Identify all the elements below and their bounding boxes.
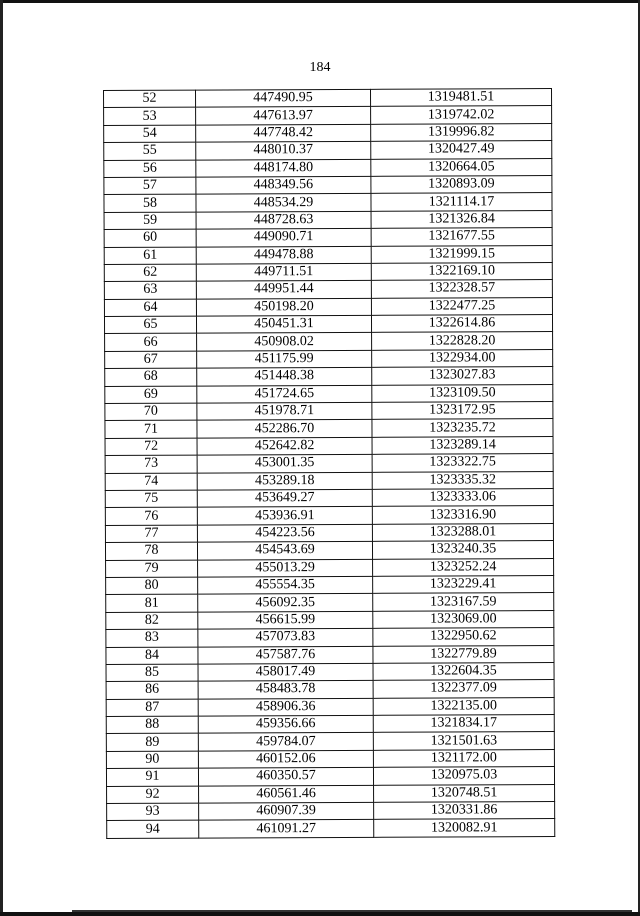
scan-border-bottom xyxy=(0,912,640,916)
x-coordinate-cell: 454223.56 xyxy=(197,524,372,542)
x-coordinate-cell: 453936.91 xyxy=(197,507,372,525)
table-row xyxy=(104,123,552,142)
point-number-cell: 54 xyxy=(104,125,196,143)
x-coordinate-cell: 455554.35 xyxy=(198,576,373,594)
table-row xyxy=(105,454,553,473)
point-number-cell: 53 xyxy=(104,107,196,125)
y-coordinate-cell: 1322934.00 xyxy=(372,349,553,367)
table-row xyxy=(106,732,554,751)
y-coordinate-cell: 1323027.83 xyxy=(372,367,553,385)
point-number-cell: 81 xyxy=(106,594,198,612)
x-coordinate-cell: 447490.95 xyxy=(196,89,371,107)
y-coordinate-cell: 1320893.09 xyxy=(371,175,552,193)
y-coordinate-cell: 1320082.91 xyxy=(374,819,555,837)
table-row xyxy=(104,262,552,281)
y-coordinate-cell: 1319481.51 xyxy=(370,89,551,107)
table-row xyxy=(105,471,553,490)
x-coordinate-cell: 460350.57 xyxy=(198,768,373,786)
table-row xyxy=(106,575,554,594)
x-coordinate-cell: 455013.29 xyxy=(198,559,373,577)
table-row xyxy=(104,280,552,299)
x-coordinate-cell: 452286.70 xyxy=(197,420,372,438)
point-number-cell: 71 xyxy=(105,421,197,439)
table-row xyxy=(107,784,555,803)
page-number: 184 xyxy=(309,60,331,75)
x-coordinate-cell: 448174.80 xyxy=(196,159,371,177)
y-coordinate-cell: 1319742.02 xyxy=(371,106,552,124)
table-row xyxy=(104,175,552,194)
point-number-cell: 92 xyxy=(107,786,199,804)
point-number-cell: 64 xyxy=(104,299,196,317)
x-coordinate-cell: 448534.29 xyxy=(196,194,371,212)
point-number-cell: 83 xyxy=(106,629,198,647)
point-number-cell: 87 xyxy=(106,699,198,717)
scan-border-top xyxy=(0,0,640,3)
y-coordinate-cell: 1323333.06 xyxy=(372,489,553,507)
table-row xyxy=(105,541,553,560)
y-coordinate-cell: 1323252.24 xyxy=(373,558,554,576)
y-coordinate-cell: 1323335.32 xyxy=(372,471,553,489)
y-coordinate-cell: 1323167.59 xyxy=(373,593,554,611)
y-coordinate-cell: 1322135.00 xyxy=(373,697,554,715)
point-number-cell: 75 xyxy=(105,490,197,508)
table-row xyxy=(105,419,553,438)
table-row xyxy=(105,506,553,525)
table-row xyxy=(106,767,554,786)
x-coordinate-cell: 448728.63 xyxy=(196,211,371,229)
x-coordinate-cell: 449478.88 xyxy=(196,246,371,264)
point-number-cell: 62 xyxy=(104,264,196,282)
y-coordinate-cell: 1322779.89 xyxy=(373,645,554,663)
point-number-cell: 67 xyxy=(105,351,197,369)
point-number-cell: 80 xyxy=(106,577,198,595)
point-number-cell: 82 xyxy=(106,612,198,630)
y-coordinate-cell: 1321834.17 xyxy=(373,715,554,733)
table-row xyxy=(107,802,555,821)
x-coordinate-cell: 450908.02 xyxy=(197,333,372,351)
y-coordinate-cell: 1322604.35 xyxy=(373,662,554,680)
y-coordinate-cell: 1323235.72 xyxy=(372,419,553,437)
point-number-cell: 57 xyxy=(104,177,196,195)
x-coordinate-cell: 452642.82 xyxy=(197,437,372,455)
table-row xyxy=(104,245,552,264)
table-row xyxy=(106,662,554,681)
point-number-cell: 91 xyxy=(106,768,198,786)
point-number-cell: 73 xyxy=(105,455,197,473)
y-coordinate-cell: 1323069.00 xyxy=(373,610,554,628)
x-coordinate-cell: 451175.99 xyxy=(197,350,372,368)
y-coordinate-cell: 1321326.84 xyxy=(371,210,552,228)
coordinate-table-body xyxy=(104,89,555,839)
table-row xyxy=(104,106,552,125)
scan-border-left xyxy=(0,0,3,916)
x-coordinate-cell: 453001.35 xyxy=(197,455,372,473)
y-coordinate-cell: 1322377.09 xyxy=(373,680,554,698)
x-coordinate-cell: 448349.56 xyxy=(196,176,371,194)
table-row xyxy=(105,523,553,542)
x-coordinate-cell: 458483.78 xyxy=(198,681,373,699)
y-coordinate-cell: 1321114.17 xyxy=(371,193,552,211)
x-coordinate-cell: 453649.27 xyxy=(197,489,372,507)
point-number-cell: 69 xyxy=(105,386,197,404)
x-coordinate-cell: 457587.76 xyxy=(198,646,373,664)
point-number-cell: 55 xyxy=(104,142,196,160)
point-number-cell: 72 xyxy=(105,438,197,456)
table-row xyxy=(106,680,554,699)
table-row xyxy=(106,645,554,664)
x-coordinate-cell: 460561.46 xyxy=(199,785,374,803)
y-coordinate-cell: 1321172.00 xyxy=(373,749,554,767)
y-coordinate-cell: 1320427.49 xyxy=(371,141,552,159)
x-coordinate-cell: 450451.31 xyxy=(196,315,371,333)
point-number-cell: 59 xyxy=(104,212,196,230)
table-row xyxy=(104,193,552,212)
x-coordinate-cell: 456092.35 xyxy=(198,594,373,612)
table-row xyxy=(105,436,553,455)
table-row xyxy=(106,749,554,768)
point-number-cell: 86 xyxy=(106,681,198,699)
x-coordinate-cell: 459784.07 xyxy=(198,733,373,751)
point-number-cell: 78 xyxy=(105,542,197,560)
coordinate-table-container xyxy=(103,88,554,839)
x-coordinate-cell: 459356.66 xyxy=(198,715,373,733)
x-coordinate-cell: 450198.20 xyxy=(196,298,371,316)
x-coordinate-cell: 447613.97 xyxy=(196,107,371,125)
y-coordinate-cell: 1322477.25 xyxy=(371,297,552,315)
x-coordinate-cell: 461091.27 xyxy=(199,820,374,838)
y-coordinate-cell: 1322950.62 xyxy=(373,628,554,646)
x-coordinate-cell: 453289.18 xyxy=(197,472,372,490)
table-row xyxy=(104,315,552,334)
y-coordinate-cell: 1323288.01 xyxy=(372,523,553,541)
table-row xyxy=(105,349,553,368)
table-row xyxy=(106,715,554,734)
point-number-cell: 85 xyxy=(106,664,198,682)
y-coordinate-cell: 1321501.63 xyxy=(373,732,554,750)
x-coordinate-cell: 460152.06 xyxy=(198,750,373,768)
x-coordinate-cell: 449711.51 xyxy=(196,263,371,281)
table-row xyxy=(107,819,555,838)
x-coordinate-cell: 451448.38 xyxy=(197,368,372,386)
table-row xyxy=(106,697,554,716)
point-number-cell: 76 xyxy=(105,507,197,525)
x-coordinate-cell: 451724.65 xyxy=(197,385,372,403)
table-row xyxy=(106,628,554,647)
table-row xyxy=(105,384,553,403)
point-number-cell: 89 xyxy=(106,734,198,752)
point-number-cell: 84 xyxy=(106,647,198,665)
x-coordinate-cell: 454543.69 xyxy=(197,541,372,559)
table-row xyxy=(105,402,553,421)
point-number-cell: 93 xyxy=(107,803,199,821)
y-coordinate-cell: 1321999.15 xyxy=(371,245,552,263)
point-number-cell: 65 xyxy=(104,316,196,334)
x-coordinate-cell: 449951.44 xyxy=(196,281,371,299)
y-coordinate-cell: 1321677.55 xyxy=(371,228,552,246)
point-number-cell: 74 xyxy=(105,473,197,491)
y-coordinate-cell: 1320975.03 xyxy=(373,767,554,785)
x-coordinate-cell: 456615.99 xyxy=(198,611,373,629)
y-coordinate-cell: 1320664.05 xyxy=(371,158,552,176)
table-row xyxy=(104,297,552,316)
point-number-cell: 61 xyxy=(104,247,196,265)
y-coordinate-cell: 1320331.86 xyxy=(374,802,555,820)
y-coordinate-cell: 1322169.10 xyxy=(371,262,552,280)
bottom-rule xyxy=(72,910,632,912)
point-number-cell: 56 xyxy=(104,160,196,178)
x-coordinate-cell: 457073.83 xyxy=(198,628,373,646)
y-coordinate-cell: 1320748.51 xyxy=(374,784,555,802)
point-number-cell: 68 xyxy=(105,368,197,386)
point-number-cell: 94 xyxy=(107,820,199,838)
x-coordinate-cell: 458017.49 xyxy=(198,663,373,681)
table-row xyxy=(106,593,554,612)
point-number-cell: 66 xyxy=(105,334,197,352)
x-coordinate-cell: 451978.71 xyxy=(197,402,372,420)
point-number-cell: 52 xyxy=(104,90,196,108)
y-coordinate-cell: 1322614.86 xyxy=(371,315,552,333)
point-number-cell: 88 xyxy=(106,716,198,734)
point-number-cell: 90 xyxy=(106,751,198,769)
point-number-cell: 79 xyxy=(106,560,198,578)
y-coordinate-cell: 1319996.82 xyxy=(371,123,552,141)
table-row xyxy=(106,610,554,629)
y-coordinate-cell: 1323172.95 xyxy=(372,402,553,420)
x-coordinate-cell: 448010.37 xyxy=(196,142,371,160)
coordinate-table xyxy=(103,88,555,839)
y-coordinate-cell: 1323322.75 xyxy=(372,454,553,472)
point-number-cell: 60 xyxy=(104,229,196,247)
table-row xyxy=(105,332,553,351)
table-row xyxy=(104,141,552,160)
x-coordinate-cell: 447748.42 xyxy=(196,124,371,142)
point-number-cell: 63 xyxy=(104,281,196,299)
y-coordinate-cell: 1322828.20 xyxy=(372,332,553,350)
x-coordinate-cell: 458906.36 xyxy=(198,698,373,716)
y-coordinate-cell: 1323240.35 xyxy=(372,541,553,559)
y-coordinate-cell: 1323109.50 xyxy=(372,384,553,402)
point-number-cell: 70 xyxy=(105,403,197,421)
table-row xyxy=(105,489,553,508)
x-coordinate-cell: 460907.39 xyxy=(199,802,374,820)
table-row xyxy=(104,210,552,229)
y-coordinate-cell: 1323289.14 xyxy=(372,436,553,454)
x-coordinate-cell: 449090.71 xyxy=(196,228,371,246)
table-row xyxy=(104,158,552,177)
point-number-cell: 77 xyxy=(105,525,197,543)
y-coordinate-cell: 1322328.57 xyxy=(371,280,552,298)
table-row xyxy=(106,558,554,577)
y-coordinate-cell: 1323229.41 xyxy=(373,575,554,593)
table-row xyxy=(104,228,552,247)
table-row xyxy=(104,89,552,108)
y-coordinate-cell: 1323316.90 xyxy=(372,506,553,524)
point-number-cell: 58 xyxy=(104,194,196,212)
table-row xyxy=(105,367,553,386)
